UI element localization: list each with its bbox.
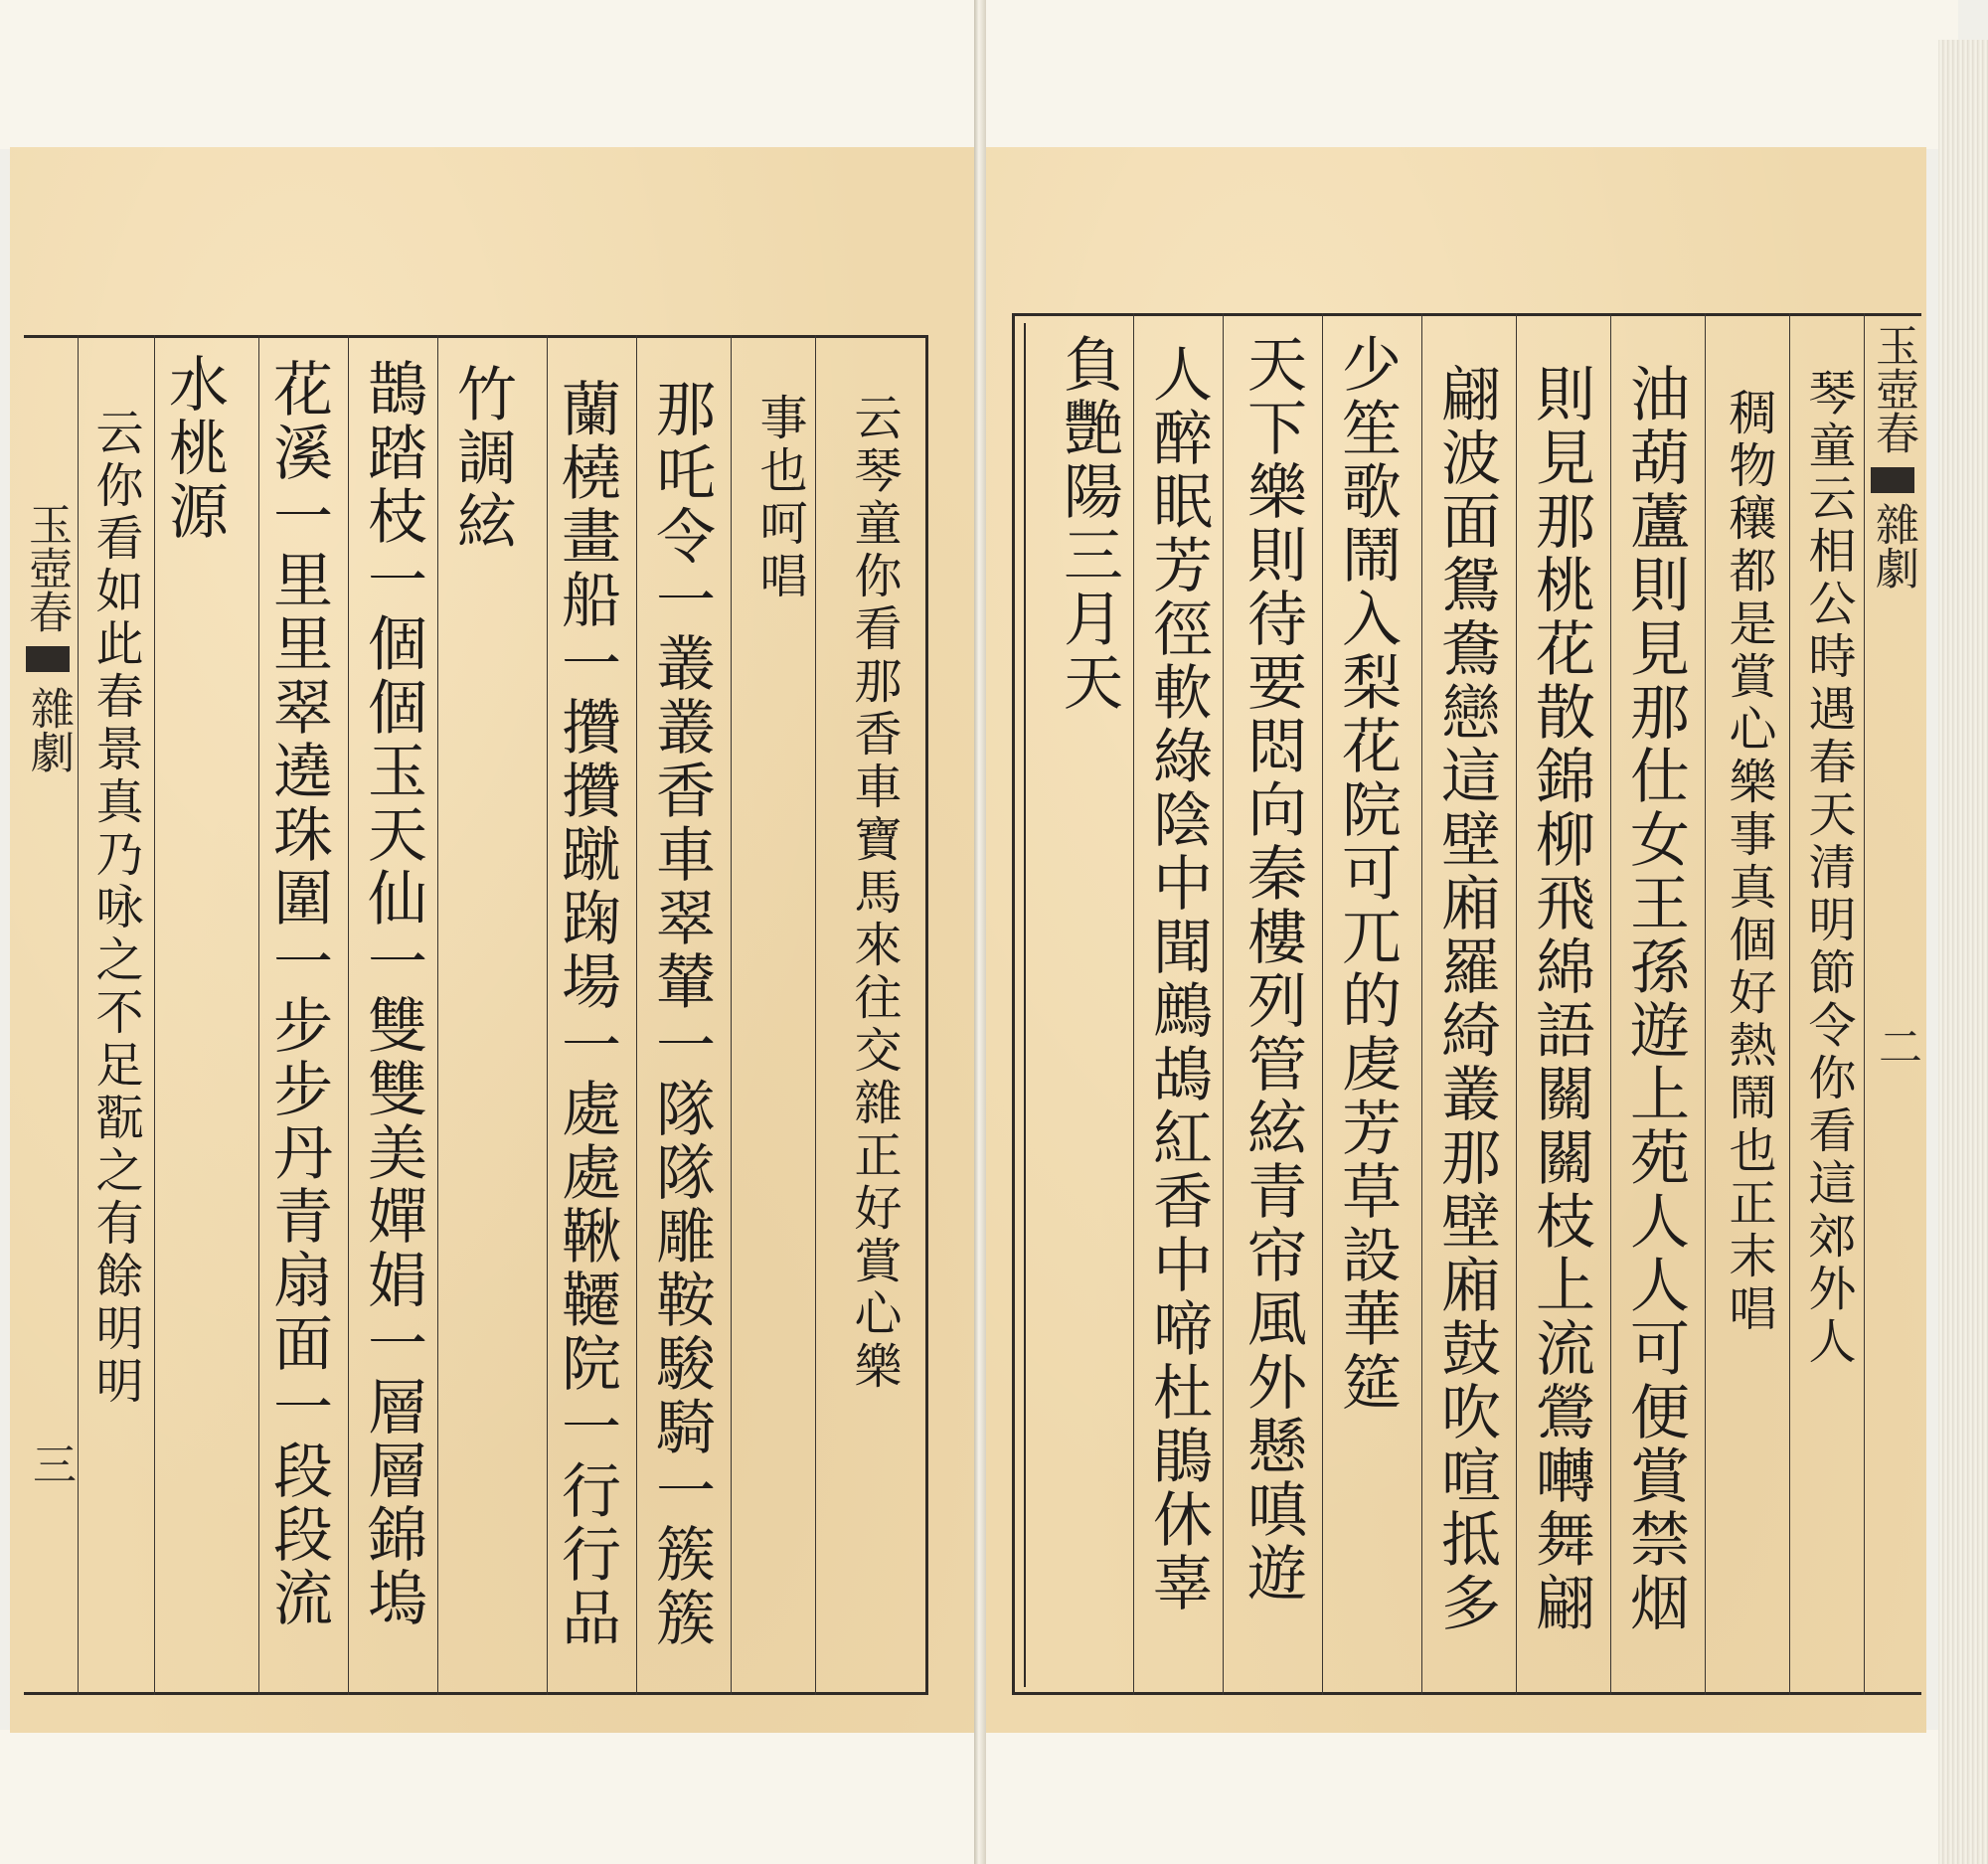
text-column: 則見那桃花散錦柳飛綿語關關枝上流鶯囀舞翩 <box>1526 363 1595 1635</box>
text-column: 蘭橈畫船一攢攢蹴踘場一處處鞦韆院一行行品 <box>552 378 621 1650</box>
column-rule <box>1516 313 1517 1695</box>
column-rule <box>1864 313 1865 1695</box>
column-rule <box>815 335 816 1695</box>
text-column: 云你看如此春景真乃咏之不足翫之有餘明明 <box>87 408 143 1409</box>
text-column: 少笙歌鬧入梨花院可兀的䖍芳草設華筵 <box>1332 333 1402 1415</box>
text-column: 云琴童你看那香車寶馬來往交雜正好賞心樂 <box>846 393 902 1394</box>
text-column: 翩波面鴛鴦戀這壁廂羅綺叢那壁廂鼓吹喧抵多 <box>1431 363 1501 1635</box>
right-folio-number: 二 <box>1871 1024 1921 1068</box>
column-rule <box>1421 313 1422 1695</box>
right-margin-title: 玉壺春 <box>1868 323 1918 454</box>
left-fishtail <box>26 646 70 672</box>
column-rule <box>258 335 259 1695</box>
column-rule <box>636 335 637 1695</box>
right-fishtail <box>1871 467 1914 493</box>
column-rule <box>547 335 548 1695</box>
text-column: 水桃源 <box>159 353 229 544</box>
left-folio-number: 三 <box>25 1441 76 1485</box>
text-column: 油葫蘆則見那仕女王孫遊上苑人人可便賞禁烟 <box>1620 363 1690 1635</box>
column-rule <box>437 335 438 1695</box>
column-rule <box>154 335 155 1695</box>
column-rule <box>1322 313 1323 1695</box>
guard-sheet-top-right <box>984 0 1958 149</box>
left-margin-title: 玉壺春 <box>21 502 72 633</box>
text-column: 鵲踏枝一個個玉天仙一雙雙美嬋娟一層層錦塢 <box>358 358 427 1630</box>
text-column: 天下樂則待要悶向秦樓列管絃青帘風外懸嗔遊 <box>1238 333 1307 1606</box>
text-column: 負艷陽三月天 <box>1054 333 1123 715</box>
text-column: 人醉眠芳徑軟綠陰中聞鷓鴣紅香中啼杜鵑休辜 <box>1143 343 1213 1615</box>
column-rule <box>1223 313 1224 1695</box>
guard-sheet-top-left <box>0 0 974 149</box>
guard-sheet-bottom-right <box>984 1730 1938 1864</box>
text-column: 琴童云相公時遇春天清明節令你看這郊外人 <box>1800 368 1856 1369</box>
right-page-inner-rule <box>1024 323 1026 1687</box>
column-rule <box>78 335 79 1695</box>
text-column: 稠物穰都是賞心樂事真個好熱鬧也正末唱 <box>1721 388 1776 1336</box>
book-gutter <box>974 0 986 1864</box>
column-rule <box>731 335 732 1695</box>
right-margin-genre: 雜劇 <box>1868 502 1918 590</box>
column-rule <box>1705 313 1706 1695</box>
text-column: 竹調絃 <box>447 363 517 554</box>
column-rule <box>348 335 349 1695</box>
text-column: 花溪一里里翠遶珠圍一步步丹青扇面一段段流 <box>263 358 333 1630</box>
text-column: 那吒令一叢叢香車翠輦一隊隊雕鞍駿騎一簇簇 <box>646 378 716 1650</box>
left-margin-genre: 雜劇 <box>23 686 74 773</box>
text-column: 事也呵唱 <box>751 393 807 603</box>
guard-sheet-bottom-left <box>0 1730 974 1864</box>
column-rule <box>1610 313 1611 1695</box>
column-rule <box>1789 313 1790 1695</box>
column-rule <box>1133 313 1134 1695</box>
page-edges <box>1938 40 1988 1864</box>
